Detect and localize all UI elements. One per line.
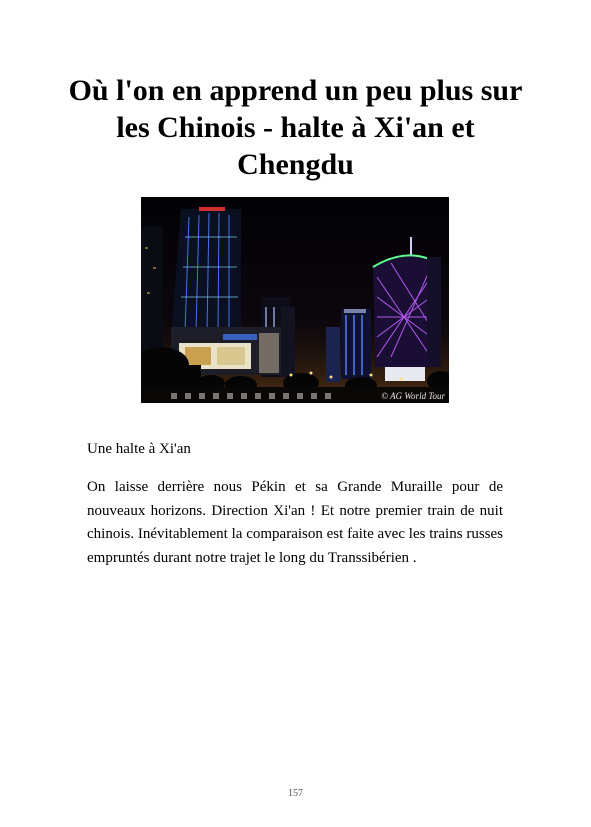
night-skyline-illustration: [141, 197, 449, 403]
page-title: Où l'on en apprend un peu plus sur les Chinois - halte à Xi'an et Chengdu: [68, 74, 523, 181]
city-night-photo: [141, 197, 449, 403]
body-paragraph: On laisse derrière nous Pékin et sa Grande Muraille pour de nouveaux horizons. Direction Xi'an ! Et notre premier train de nuit chinois. Inévitablement la comparaison est faite avec les trains russes empruntés durant notre trajet le long du Transsibérien .: [87, 479, 503, 566]
page-number: 157: [288, 788, 303, 799]
photo-watermark: © AG World Tour: [381, 391, 445, 401]
section-heading: Une halte à Xi'an: [87, 441, 191, 457]
